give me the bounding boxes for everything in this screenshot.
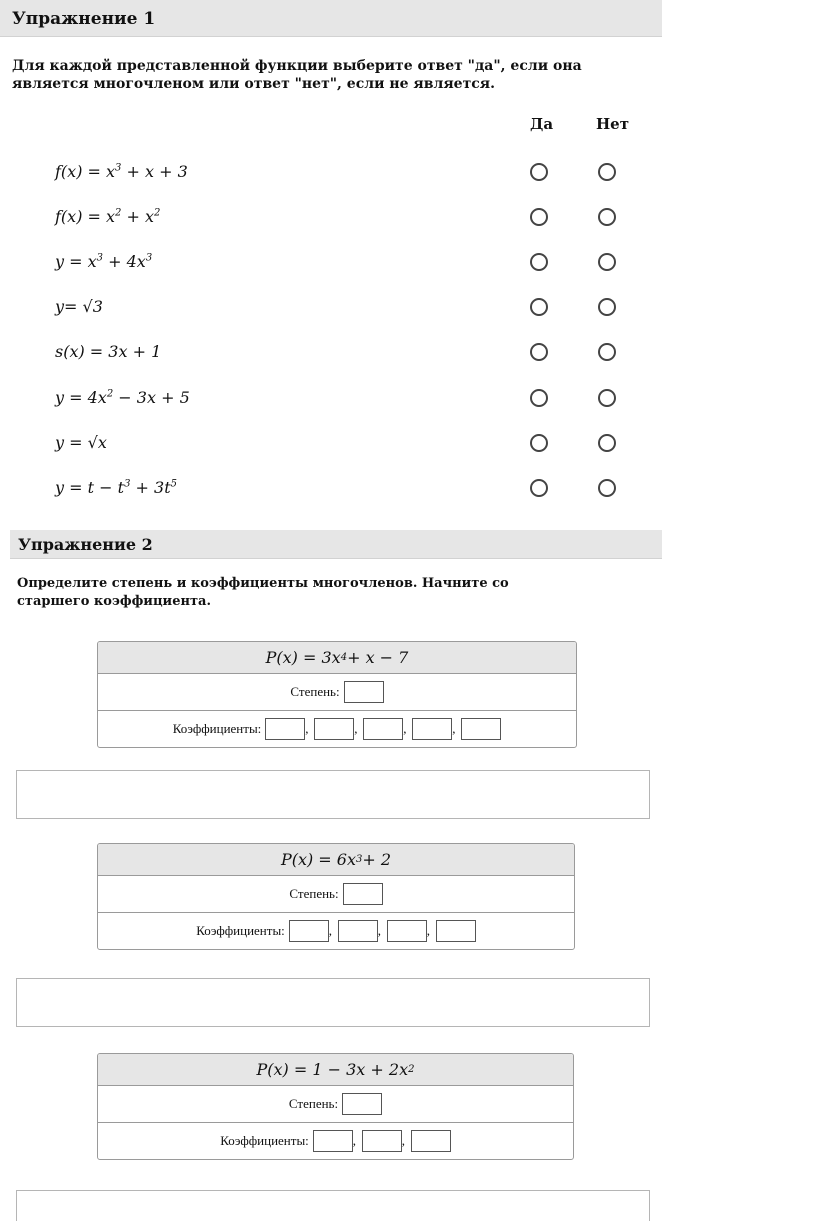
function-formula: s(x) = 3x + 1	[55, 342, 162, 361]
radio-yes[interactable]	[530, 434, 548, 452]
exercise1-instruction: Для каждой представленной функции выберите ответ "да", если она является многочленом или ответ "нет", если не является.	[12, 58, 582, 92]
radio-yes[interactable]	[530, 298, 548, 316]
coefficients-row: Коэффициенты: , , , ,	[98, 710, 576, 747]
coefficients-label: Коэффициенты:	[196, 923, 285, 938]
polynomial-card	[97, 1053, 574, 1160]
polynomial-formula: P(x) = 3x 4 + x − 7	[98, 642, 576, 674]
degree-label: Степень:	[288, 1096, 339, 1111]
function-formula: y = √x	[55, 433, 107, 452]
radio-no[interactable]	[598, 253, 616, 271]
function-formula: $f(x) = x^2 + x^2$	[55, 207, 161, 226]
coefficients-row: Коэффициенты: , ,	[98, 1122, 573, 1159]
coefficient-input[interactable]	[313, 1130, 353, 1152]
answer-box[interactable]	[16, 770, 650, 819]
coefficient-input[interactable]	[436, 920, 476, 942]
coefficient-input[interactable]	[362, 1130, 402, 1152]
column-yes-header: Да	[530, 115, 554, 133]
function-formula: $y = x^3 + 4x^3$	[55, 252, 153, 271]
function-row	[0, 195, 662, 241]
radio-yes[interactable]	[530, 208, 548, 226]
radio-no[interactable]	[598, 298, 616, 316]
polynomial-card	[97, 641, 577, 748]
function-formula: y= √3	[55, 297, 103, 316]
coefficient-input[interactable]	[314, 718, 354, 740]
degree-row	[98, 1086, 573, 1122]
radio-yes[interactable]	[530, 163, 548, 181]
degree-row	[98, 674, 576, 710]
coefficients-label: Коэффициенты:	[220, 1133, 309, 1148]
exercise1-title: Упражнение 1	[12, 9, 156, 29]
degree-label: Степень:	[289, 886, 339, 901]
polynomial-formula: P(x) = 1 − 3x + 2x 2	[98, 1054, 573, 1086]
function-row	[0, 285, 662, 331]
radio-no[interactable]	[598, 208, 616, 226]
exercise2-title: Упражнение 2	[18, 535, 153, 554]
coefficient-input[interactable]	[411, 1130, 451, 1152]
radio-no[interactable]	[598, 343, 616, 361]
function-row	[0, 466, 662, 512]
coefficient-input[interactable]	[461, 718, 501, 740]
radio-no[interactable]	[598, 389, 616, 407]
radio-no[interactable]	[598, 479, 616, 497]
degree-row	[98, 876, 574, 912]
function-row	[0, 330, 662, 376]
answer-box[interactable]	[16, 1190, 650, 1221]
function-formula: $y = 4x^2 - 3x + 5$	[55, 388, 190, 407]
polynomial-card	[97, 843, 575, 950]
function-row	[0, 240, 662, 286]
degree-label: Степень:	[290, 684, 340, 699]
coefficient-input[interactable]	[289, 920, 329, 942]
coefficient-input[interactable]	[363, 718, 403, 740]
column-no-header: Нет	[596, 115, 630, 133]
function-row	[0, 150, 662, 196]
radio-yes[interactable]	[530, 253, 548, 271]
coefficients-label: Коэффициенты:	[172, 721, 262, 736]
coefficient-input[interactable]	[412, 718, 452, 740]
function-row	[0, 421, 662, 467]
coefficients-row: Коэффициенты: , , ,	[98, 912, 574, 949]
degree-input[interactable]	[343, 883, 383, 905]
radio-no[interactable]	[598, 434, 616, 452]
answer-box[interactable]	[16, 978, 650, 1027]
function-formula: $y = t - t^3 + 3t^5$	[55, 478, 177, 497]
polynomial-formula: P(x) = 6x 3 + 2	[98, 844, 574, 876]
coefficient-input[interactable]	[265, 718, 305, 740]
function-formula: $f(x) = x^3 + x + 3$	[55, 162, 188, 181]
coefficient-input[interactable]	[338, 920, 378, 942]
radio-yes[interactable]	[530, 479, 548, 497]
radio-yes[interactable]	[530, 343, 548, 361]
degree-input[interactable]	[342, 1093, 382, 1115]
degree-input[interactable]	[344, 681, 384, 703]
radio-yes[interactable]	[530, 389, 548, 407]
coefficient-input[interactable]	[387, 920, 427, 942]
radio-no[interactable]	[598, 163, 616, 181]
function-row	[0, 376, 662, 422]
exercise2-instruction: Определите степень и коэффициенты многочленов. Начните со старшего коэффициента.	[17, 576, 509, 609]
